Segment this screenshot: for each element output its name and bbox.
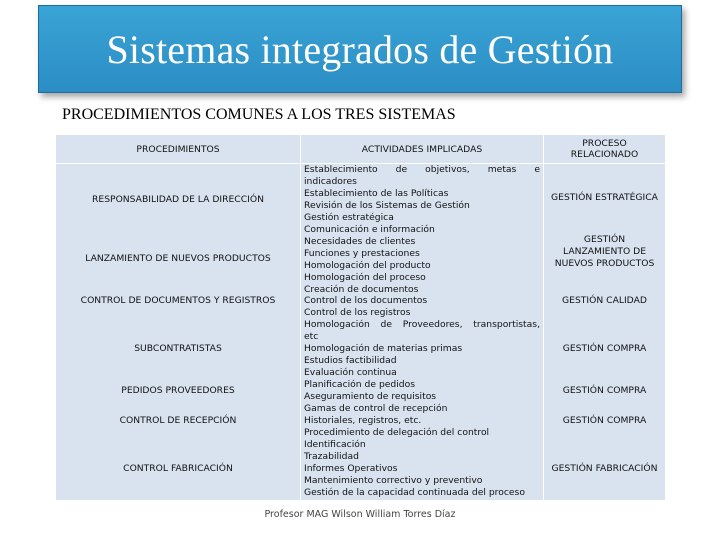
procedure-cell: CONTROL FABRICACIÓN [123, 463, 233, 474]
procedure-cell: RESPONSABILIDAD DE LA DIRECCIÓN [92, 194, 264, 205]
activity-item: Aseguramiento de requisitos [304, 391, 437, 403]
procedures-table-wrapper [55, 134, 665, 501]
activity-item: Mantenimiento correctivo y preventivo [304, 474, 483, 486]
activity-item: indicadores [304, 175, 357, 187]
activity-item: Establecimiento de las Políticas [304, 187, 449, 199]
processes-column [544, 164, 666, 501]
activity-item: Funciones y prestaciones [304, 247, 420, 259]
activity-item: Establecimiento de objetivos, metas e [304, 164, 540, 175]
activity-item: Comunicación e información [304, 223, 435, 235]
table-body-row [56, 164, 666, 501]
activity-item: Evaluación continua [304, 367, 397, 379]
activity-item: Trazabilidad [304, 450, 359, 462]
process-cell: GESTIÓN CALIDAD [562, 295, 647, 306]
process-cell: GESTIÓN COMPRA [562, 385, 647, 396]
activities-column [301, 164, 544, 501]
procedures-table [55, 134, 666, 501]
activity-item: Informes Operativos [304, 462, 398, 474]
activity-item: Homologación de Proveedores, transportistas, [304, 319, 540, 331]
title-banner [38, 5, 682, 93]
procedure-cell: SUBCONTRATISTAS [134, 343, 222, 354]
activity-item: Gestión de la capacidad continuada del proceso [304, 486, 525, 498]
activities-list [304, 164, 540, 499]
activity-item: Gestión estratégica [304, 211, 394, 223]
footer-credit: Profesor MAG Wilson William Torres Díaz [264, 509, 456, 520]
procedure-cell: PEDIDOS PROVEEDORES [121, 385, 235, 396]
activity-item: Creación de documentos [304, 283, 419, 295]
page-title: Sistemas integrados de Gestión [106, 26, 614, 72]
process-cell: GESTIÓN LANZAMIENTO DE NUEVOS PRODUCTOS [554, 234, 655, 269]
procedures-column [56, 164, 301, 501]
process-cell: GESTIÓN ESTRATÉGICA [551, 192, 658, 203]
header-procedimientos: PROCEDIMIENTOS [56, 135, 301, 164]
activity-item: Control de los registros [304, 307, 411, 319]
procedure-cell: CONTROL DE RECEPCIÓN [119, 415, 237, 426]
process-cell: GESTIÓN COMPRA [562, 343, 647, 354]
activity-item: Identificación [304, 438, 366, 450]
activity-item: Control de los documentos [304, 295, 428, 307]
activity-item: Revisión de los Sistemas de Gestión [304, 199, 470, 211]
procedure-cell: CONTROL DE DOCUMENTOS Y REGISTROS [80, 295, 276, 306]
activity-item: Homologación del producto [304, 259, 431, 271]
activity-item: Gamas de control de recepción [304, 403, 448, 415]
activity-item: Historiales, registros, etc. [304, 415, 422, 427]
activity-item: Homologación del proceso [304, 271, 426, 283]
process-cell: GESTIÓN COMPRA [562, 415, 647, 426]
procedure-cell: LANZAMIENTO DE NUEVOS PRODUCTOS [85, 253, 271, 264]
header-proceso: PROCESO RELACIONADO [544, 135, 666, 164]
activity-item: Procedimiento de delegación del control [304, 426, 490, 438]
activity-item: Planificación de pedidos [304, 379, 416, 391]
section-subtitle: PROCEDIMIENTOS COMUNES A LOS TRES SISTEMAS [62, 106, 456, 123]
activity-item: Estudios factibilidad [304, 355, 397, 367]
process-cell: GESTIÓN FABRICACIÓN [551, 463, 658, 474]
activity-item: Necesidades de clientes [304, 235, 416, 247]
activity-item: etc [304, 331, 319, 343]
header-actividades: ACTIVIDADES IMPLICADAS [301, 135, 544, 164]
activity-item: Homologación de materias primas [304, 343, 463, 355]
table-header-row [56, 135, 666, 164]
